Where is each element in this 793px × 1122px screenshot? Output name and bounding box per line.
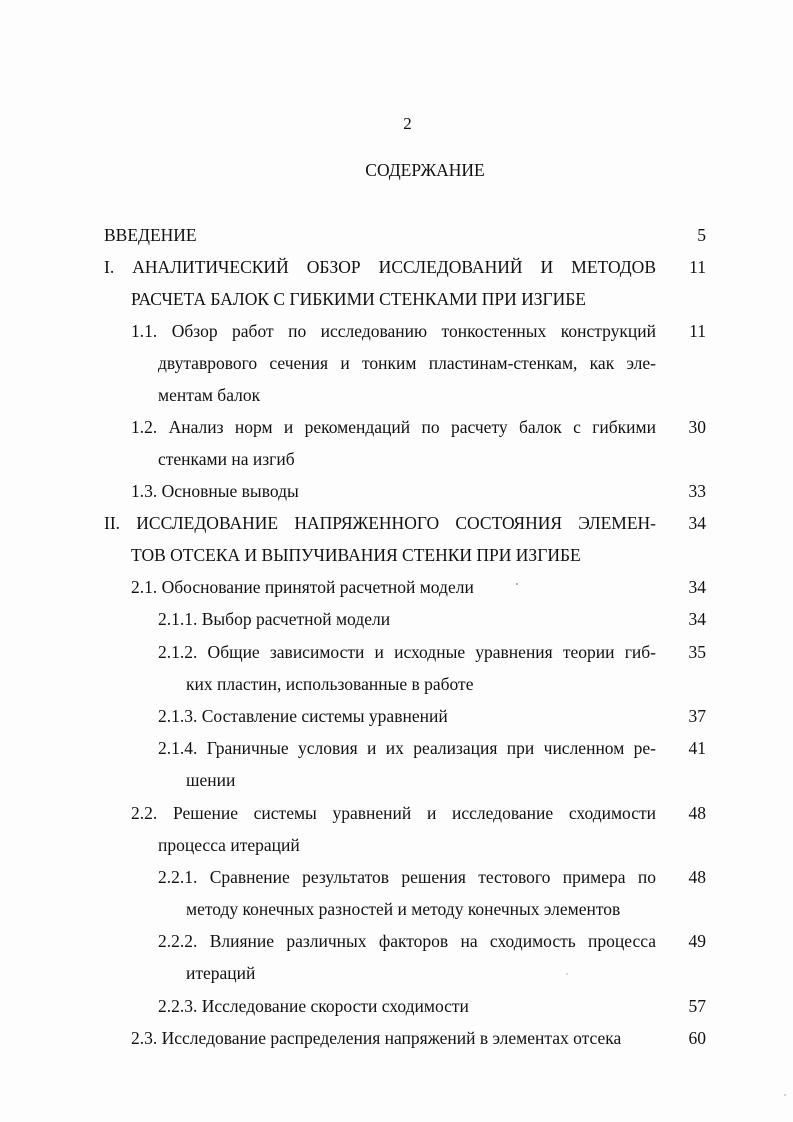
toc-entry-text: 1.3. Основные выводы bbox=[131, 481, 299, 501]
toc-entry-text-continued: двутаврового сечения и тонким пластинам-стенкам, как эле- bbox=[158, 353, 656, 373]
toc-entry-text: 1.2. Анализ норм и рекомендаций по расчету балок с гибкими bbox=[131, 417, 656, 437]
toc-entry-text: 2.2.1. Сравнение результатов решения тестового примера по bbox=[158, 867, 656, 887]
toc-heading: СОДЕРЖАНИЕ bbox=[365, 160, 485, 180]
toc-entry-text-continued: шении bbox=[186, 770, 236, 790]
toc-entry-page: 60 bbox=[688, 1028, 706, 1048]
toc-entry-page: 34 bbox=[688, 609, 706, 629]
toc-entry-page: 57 bbox=[688, 996, 706, 1016]
toc-entry-text: 2.1.3. Составление системы уравнений bbox=[158, 706, 448, 726]
scan-speck bbox=[516, 583, 518, 585]
toc-entry-text: 1.1. Обзор работ по исследованию тонкостенных конструкций bbox=[131, 321, 656, 341]
toc-entry-page: 11 bbox=[689, 257, 706, 277]
toc-entry-text: 2.2. Решение системы уравнений и исследование сходимости bbox=[131, 803, 656, 823]
toc-entry-text-continued: процесса итераций bbox=[158, 835, 300, 855]
toc-entry-page: 33 bbox=[688, 481, 706, 501]
toc-entry-page: 34 bbox=[688, 513, 706, 533]
toc-entry-text: 2.1.4. Граничные условия и их реализация при численном ре- bbox=[158, 738, 656, 758]
toc-entry-page: 48 bbox=[688, 803, 706, 823]
toc-entry-text: ВВЕДЕНИЕ bbox=[104, 225, 197, 245]
toc-entry-page: 30 bbox=[688, 417, 706, 437]
toc-entry-page: 11 bbox=[689, 321, 706, 341]
toc-entry-text-continued: ментам балок bbox=[158, 385, 261, 405]
toc-entry-text: 2.2.2. Влияние различных факторов на сходимость процесса bbox=[158, 931, 656, 951]
scan-speck bbox=[566, 973, 568, 975]
toc-entry-page: 35 bbox=[688, 642, 706, 662]
toc-entry-text: 2.1.2. Общие зависимости и исходные уравнения теории гиб- bbox=[158, 642, 656, 662]
toc-entry-text: II. ИССЛЕДОВАНИЕ НАПРЯЖЕННОГО СОСТОЯНИЯ ЭЛЕМЕН- bbox=[104, 513, 656, 533]
toc-entry-text-continued: стенками на изгиб bbox=[158, 449, 295, 469]
toc-entry-page: 41 bbox=[688, 738, 706, 758]
scan-speck bbox=[784, 1094, 786, 1096]
toc-entry-page: 5 bbox=[697, 225, 706, 245]
toc-entry-page: 48 bbox=[688, 867, 706, 887]
toc-entry-text-continued: РАСЧЕТА БАЛОК С ГИБКИМИ СТЕНКАМИ ПРИ ИЗГИБЕ bbox=[131, 289, 586, 309]
toc-entry-text: 2.1. Обоснование принятой расчетной модели bbox=[131, 577, 474, 597]
toc-entry-text-continued: итераций bbox=[186, 963, 256, 983]
toc-entry-text: 2.2.3. Исследование скорости сходимости bbox=[158, 996, 469, 1016]
toc-entry-text: 2.1.1. Выбор расчетной модели bbox=[158, 609, 391, 629]
toc-entry-page: 34 bbox=[688, 577, 706, 597]
toc-entry-page: 37 bbox=[688, 706, 706, 726]
toc-entry-text: I. АНАЛИТИЧЕСКИЙ ОБЗОР ИССЛЕДОВАНИЙ И МЕТОДОВ bbox=[104, 257, 656, 277]
toc-entry-text-continued: методу конечных разностей и методу конечных элементов bbox=[186, 899, 621, 919]
toc-entry-text-continued: ких пластин, использованные в работе bbox=[186, 674, 474, 694]
toc-entry-page: 49 bbox=[688, 931, 706, 951]
toc-entry-text: 2.3. Исследование распределения напряжений в элементах отсека bbox=[131, 1028, 622, 1048]
toc-entry-text-continued: ТОВ ОТСЕКА И ВЫПУЧИВАНИЯ СТЕНКИ ПРИ ИЗГИБЕ bbox=[131, 545, 581, 565]
page-number: 2 bbox=[403, 114, 412, 133]
